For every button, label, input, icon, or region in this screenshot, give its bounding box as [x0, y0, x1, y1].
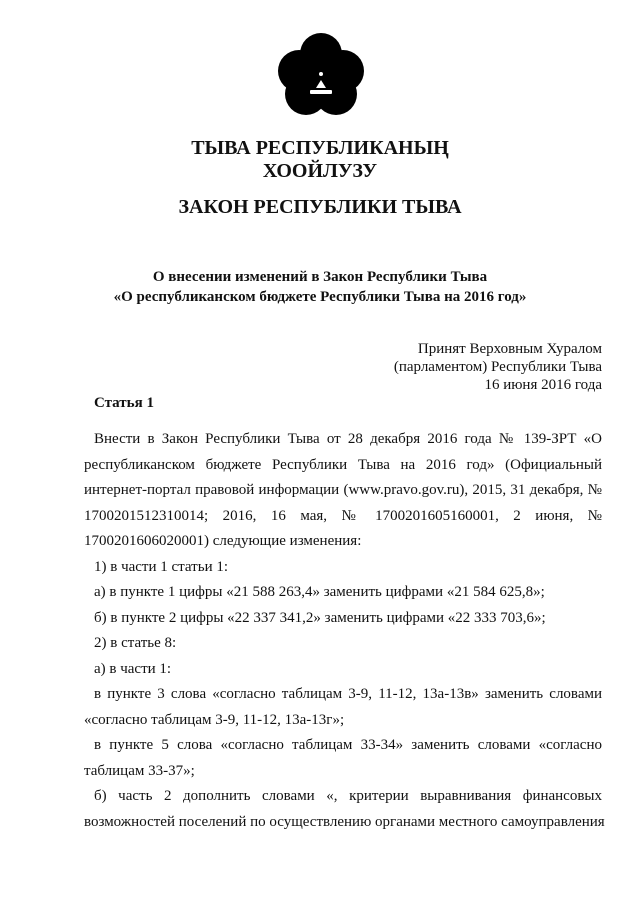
paragraph-line: «согласно таблицам 3-9, 11-12, 13а-13г»;	[84, 711, 345, 728]
list-item: 2) в статье 8:	[94, 635, 177, 651]
paragraph-line: в пункте 5 слова «согласно таблицам 33-34» заменить словами «согласно	[94, 737, 602, 753]
intro-line: 1700201512310014; 2016, 16 мая, № 1700201605160001, 2 июня, №	[84, 507, 602, 524]
list-item: 1) в части 1 статьи 1:	[94, 558, 229, 575]
adoption-line2: (парламентом) Республики Тыва	[393, 359, 602, 375]
paragraph-line: в пункте 3 слова «согласно таблицам 3-9, 11-12, 13а-13в» заменить словами	[94, 686, 602, 702]
tuva-emblem-icon	[276, 28, 366, 118]
intro-line: 1700201606020001) следующие изменения:	[84, 533, 362, 549]
intro-line: Внести в Закон Республики Тыва от 28 декабря 2016 года № 139-ЗРТ «О	[94, 431, 602, 447]
law-subject	[0, 267, 640, 307]
paragraph-line: таблицам 33-37»;	[84, 762, 195, 779]
intro-line: интернет-портал правовой информации (www.pravo.gov.ru), 2015, 31 декабря, №	[84, 482, 602, 498]
paragraph-line: б) часть 2 дополнить словами «, критерии выравнивания финансовых	[94, 788, 602, 804]
list-item: а) в части 1:	[94, 660, 172, 677]
article-title: Статья 1	[94, 395, 154, 411]
adoption-note	[394, 340, 602, 394]
law-subject-line1: О внесении изменений в Закон Республики Тыва	[152, 269, 488, 285]
law-title: ЗАКОН РЕСПУБЛИКИ ТЫВА	[178, 196, 462, 218]
intro-line: республиканском бюджете Республики Тыва на 2016 год» (Официальный	[84, 456, 602, 473]
article-body	[84, 427, 605, 835]
tuva-title-line1: ТЫВА РЕСПУБЛИКАНЫҢ	[191, 137, 449, 159]
adoption-line1: Принят Верховным Хуралом	[417, 341, 602, 357]
paragraph-line: возможностей поселений по осуществлению органами местного самоуправления	[84, 813, 605, 830]
list-item: б) в пункте 2 цифры «22 337 341,2» заменить цифрами «22 333 703,6»;	[94, 609, 546, 626]
list-item: а) в пункте 1 цифры «21 588 263,4» заменить цифрами «21 584 625,8»;	[94, 584, 545, 600]
adoption-date: 16 июня 2016 года	[484, 377, 602, 393]
tuva-title-line2: ХООЙЛУЗУ	[262, 160, 378, 182]
law-subject-line2: «О республиканском бюджете Республики Тыва на 2016 год»	[113, 289, 527, 305]
